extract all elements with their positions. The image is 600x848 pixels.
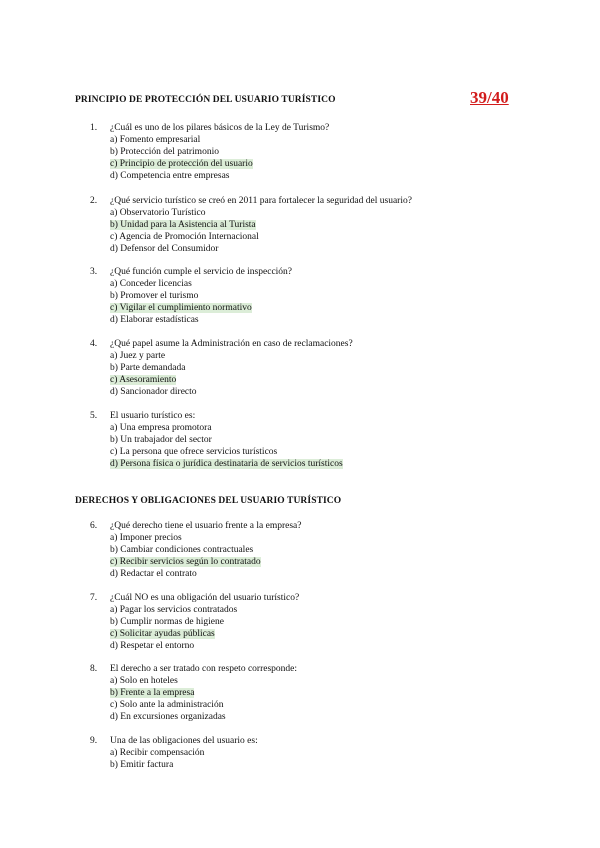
answer-option: [110, 711, 550, 723]
answer-option-text: a) Pagar los servicios contratados: [110, 605, 238, 615]
answer-option-text: a) Imponer precios: [110, 533, 182, 543]
answer-option-text: c) Vigilar el cumplimiento normativo: [110, 303, 252, 313]
answer-option-text: d) Persona física o jurídica destinataria de servicios turísticos: [110, 459, 343, 469]
question: [90, 520, 550, 580]
answer-option: [110, 747, 550, 759]
answer-option-text: b) Protección del patrimonio: [110, 147, 219, 157]
question-line: [90, 266, 550, 278]
answer-option: [110, 314, 550, 326]
answer-option: [110, 170, 550, 182]
answer-option-text: c) Principio de protección del usuario: [110, 159, 253, 169]
answer-option: [110, 146, 550, 158]
answer-option: [110, 699, 550, 711]
answer-option-text: c) Asesoramiento: [110, 375, 177, 385]
question-text: Una de las obligaciones del usuario es:: [110, 736, 258, 746]
answer-option-text: a) Recibir compensación: [110, 748, 205, 758]
correct-answer-option: [110, 219, 550, 231]
answer-option: [110, 532, 550, 544]
question-number: 2.: [90, 196, 98, 206]
correct-answer-option: [110, 556, 550, 568]
answer-option: [110, 422, 550, 434]
question-number: 7.: [90, 593, 98, 603]
question: [90, 122, 550, 182]
question-line: [90, 338, 550, 350]
question-line: [90, 410, 550, 422]
answer-option-text: b) Un trabajador del sector: [110, 435, 212, 445]
question: [90, 592, 550, 652]
answer-option: [110, 544, 550, 556]
answer-option-text: c) Recibir servicios según lo contratado: [110, 557, 261, 567]
question-line: [90, 592, 550, 604]
answer-option-text: d) Respetar el entorno: [110, 641, 195, 651]
correct-answer-option: [110, 302, 550, 314]
answer-option: [110, 207, 550, 219]
answer-option-text: b) Promover el turismo: [110, 291, 199, 301]
question: [90, 735, 550, 771]
answer-option: [110, 386, 550, 398]
answer-option-text: c) La persona que ofrece servicios turísticos: [110, 447, 278, 457]
answer-option: [110, 675, 550, 687]
question-line: [90, 520, 550, 532]
question-line: [90, 663, 550, 675]
question: [90, 195, 550, 255]
answer-option: [110, 434, 550, 446]
answer-option-text: a) Fomento empresarial: [110, 135, 201, 145]
answer-option-text: a) Una empresa promotora: [110, 423, 212, 433]
answer-option: [110, 604, 550, 616]
question-line: [90, 735, 550, 747]
question-number: 6.: [90, 521, 98, 531]
section-title: DERECHOS Y OBLIGACIONES DEL USUARIO TURÍSTICO: [75, 496, 342, 506]
answer-option-text: b) Unidad para la Asistencia al Turista: [110, 220, 256, 230]
answer-option-text: a) Solo en hoteles: [110, 676, 178, 686]
answer-option: [110, 759, 550, 771]
answer-option: [110, 568, 550, 580]
answer-option-text: b) Frente a la empresa: [110, 688, 195, 698]
answer-option-text: a) Conceder licencias: [110, 279, 192, 289]
answer-option-text: b) Parte demandada: [110, 363, 186, 373]
question-line: [90, 195, 550, 207]
answer-option-text: c) Agencia de Promoción Internacional: [110, 232, 259, 242]
question-number: 8.: [90, 664, 98, 674]
question-number: 4.: [90, 339, 98, 349]
question-text: ¿Cuál NO es una obligación del usuario turístico?: [110, 593, 300, 603]
answer-option-text: b) Cumplir normas de higiene: [110, 617, 224, 627]
section-title: PRINCIPIO DE PROTECCIÓN DEL USUARIO TURÍSTICO: [75, 95, 336, 105]
question-text: El derecho a ser tratado con respeto corresponde:: [110, 664, 298, 674]
question-number: 3.: [90, 267, 98, 277]
answer-option: [110, 134, 550, 146]
answer-option: [110, 243, 550, 255]
answer-option-text: d) Defensor del Consumidor: [110, 244, 219, 254]
answer-option-text: b) Cambiar condiciones contractuales: [110, 545, 254, 555]
answer-option-text: c) Solicitar ayudas públicas: [110, 629, 215, 639]
question-text: El usuario turístico es:: [110, 411, 196, 421]
answer-option: [110, 616, 550, 628]
question: [90, 410, 550, 470]
question-text: ¿Qué papel asume la Administración en caso de reclamaciones?: [110, 339, 353, 349]
answer-option-text: a) Observatorio Turístico: [110, 208, 206, 218]
question-text: ¿Qué función cumple el servicio de inspección?: [110, 267, 293, 277]
question: [90, 663, 550, 723]
answer-option: [110, 640, 550, 652]
answer-option-text: d) Sancionador directo: [110, 387, 197, 397]
answer-option-text: d) Competencia entre empresas: [110, 171, 230, 181]
answer-option-text: d) Redactar el contrato: [110, 569, 197, 579]
score: 39/40: [470, 88, 509, 107]
question-line: [90, 122, 550, 134]
answer-option-text: d) Elaborar estadísticas: [110, 315, 199, 325]
question-text: ¿Qué derecho tiene el usuario frente a la empresa?: [110, 521, 302, 531]
correct-answer-option: [110, 458, 550, 470]
answer-option: [110, 350, 550, 362]
correct-answer-option: [110, 628, 550, 640]
question-number: 9.: [90, 736, 98, 746]
correct-answer-option: [110, 158, 550, 170]
question-number: 1.: [90, 123, 98, 133]
question-number: 5.: [90, 411, 98, 421]
answer-option: [110, 278, 550, 290]
answer-option: [110, 290, 550, 302]
answer-option: [110, 446, 550, 458]
question-text: ¿Qué servicio turístico se creó en 2011 para fortalecer la seguridad del usuario?: [110, 196, 412, 206]
answer-option: [110, 231, 550, 243]
question: [90, 338, 550, 398]
question-text: ¿Cuál es uno de los pilares básicos de la Ley de Turismo?: [110, 123, 330, 133]
answer-option-text: c) Solo ante la administración: [110, 700, 224, 710]
question: [90, 266, 550, 326]
correct-answer-option: [110, 374, 550, 386]
answer-option-text: b) Emitir factura: [110, 760, 174, 770]
correct-answer-option: [110, 687, 550, 699]
answer-option: [110, 362, 550, 374]
answer-option-text: a) Juez y parte: [110, 351, 166, 361]
answer-option-text: d) En excursiones organizadas: [110, 712, 226, 722]
